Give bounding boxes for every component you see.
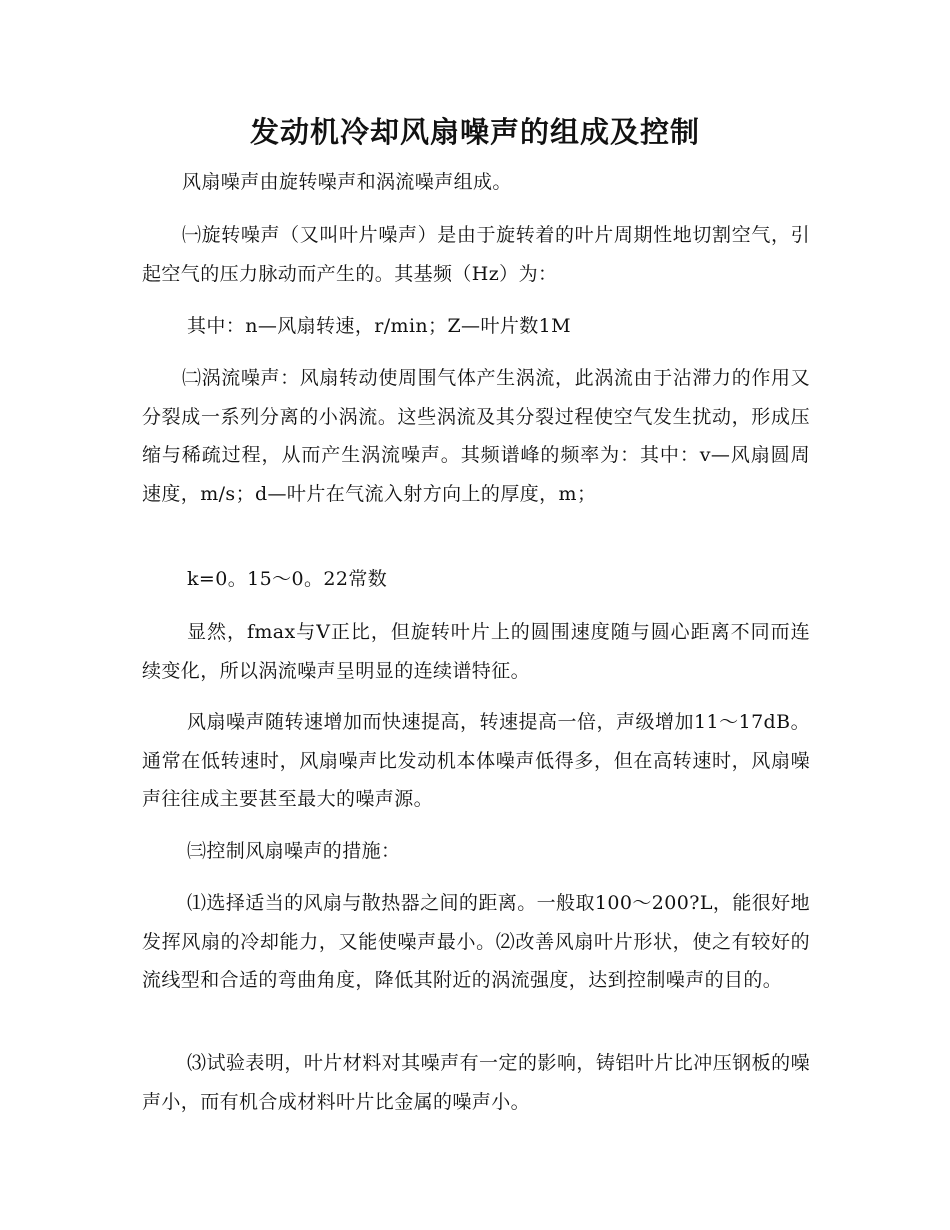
paragraph-control-heading: ㈢控制风扇噪声的措施： bbox=[187, 840, 401, 862]
document-title: 发动机冷却风扇噪声的组成及控制 bbox=[249, 115, 700, 149]
paragraph-vortex-noise: ㈡涡流噪声：风扇转动使周围气体产生涡流，此涡流由于沾滞力的作用又分裂成一系列分离的小涡流。这些涡流及其分裂过程使空气发生扰动，形成压缩与稀疏过程，从而产生涡流噪声。其频谱峰的频率为：其中：v—风扇圆周速度，m/s；d—叶片在气流入射方向上的厚度，m； bbox=[142, 367, 810, 505]
paragraph-control-1-2: ⑴选择适当的风扇与散热器之间的距离。一般取100～200?L，能很好地发挥风扇的冷却能力，又能使噪声最小。⑵改善风扇叶片形状，使之有较好的流线型和合适的弯曲角度，降低其附近的涡流强度，达到控制噪声的目的。 bbox=[142, 892, 810, 991]
paragraph-rotation-noise: ㈠旋转噪声（又叫叶片噪声）是由于旋转着的叶片周期性地切割空气，引起空气的压力脉动而产生的。其基频（Hz）为： bbox=[142, 224, 810, 285]
paragraph-intro: 风扇噪声由旋转噪声和涡流噪声组成。 bbox=[182, 171, 512, 193]
paragraph-rotation-where: 其中：n—风扇转速，r/min；Z—叶片数1M bbox=[187, 315, 571, 337]
paragraph-fmax: 显然，fmax与V正比，但旋转叶片上的圆围速度随与圆心距离不同而连续变化，所以涡流噪声呈明显的连续谱特征。 bbox=[142, 621, 810, 682]
paragraph-control-3: ⑶试验表明，叶片材料对其噪声有一定的影响，铸铝叶片比冲压钢板的噪声小，而有机合成材料叶片比金属的噪声小。 bbox=[142, 1052, 810, 1113]
paragraph-speed-effect: 风扇噪声随转速增加而快速提高，转速提高一倍，声级增加11～17dB。通常在低转速时，风扇噪声比发动机本体噪声低得多，但在高转速时，风扇噪声往往成主要甚至最大的噪声源。 bbox=[142, 711, 810, 810]
paragraph-k-constant: k=0。15～0。22常数 bbox=[187, 568, 388, 590]
